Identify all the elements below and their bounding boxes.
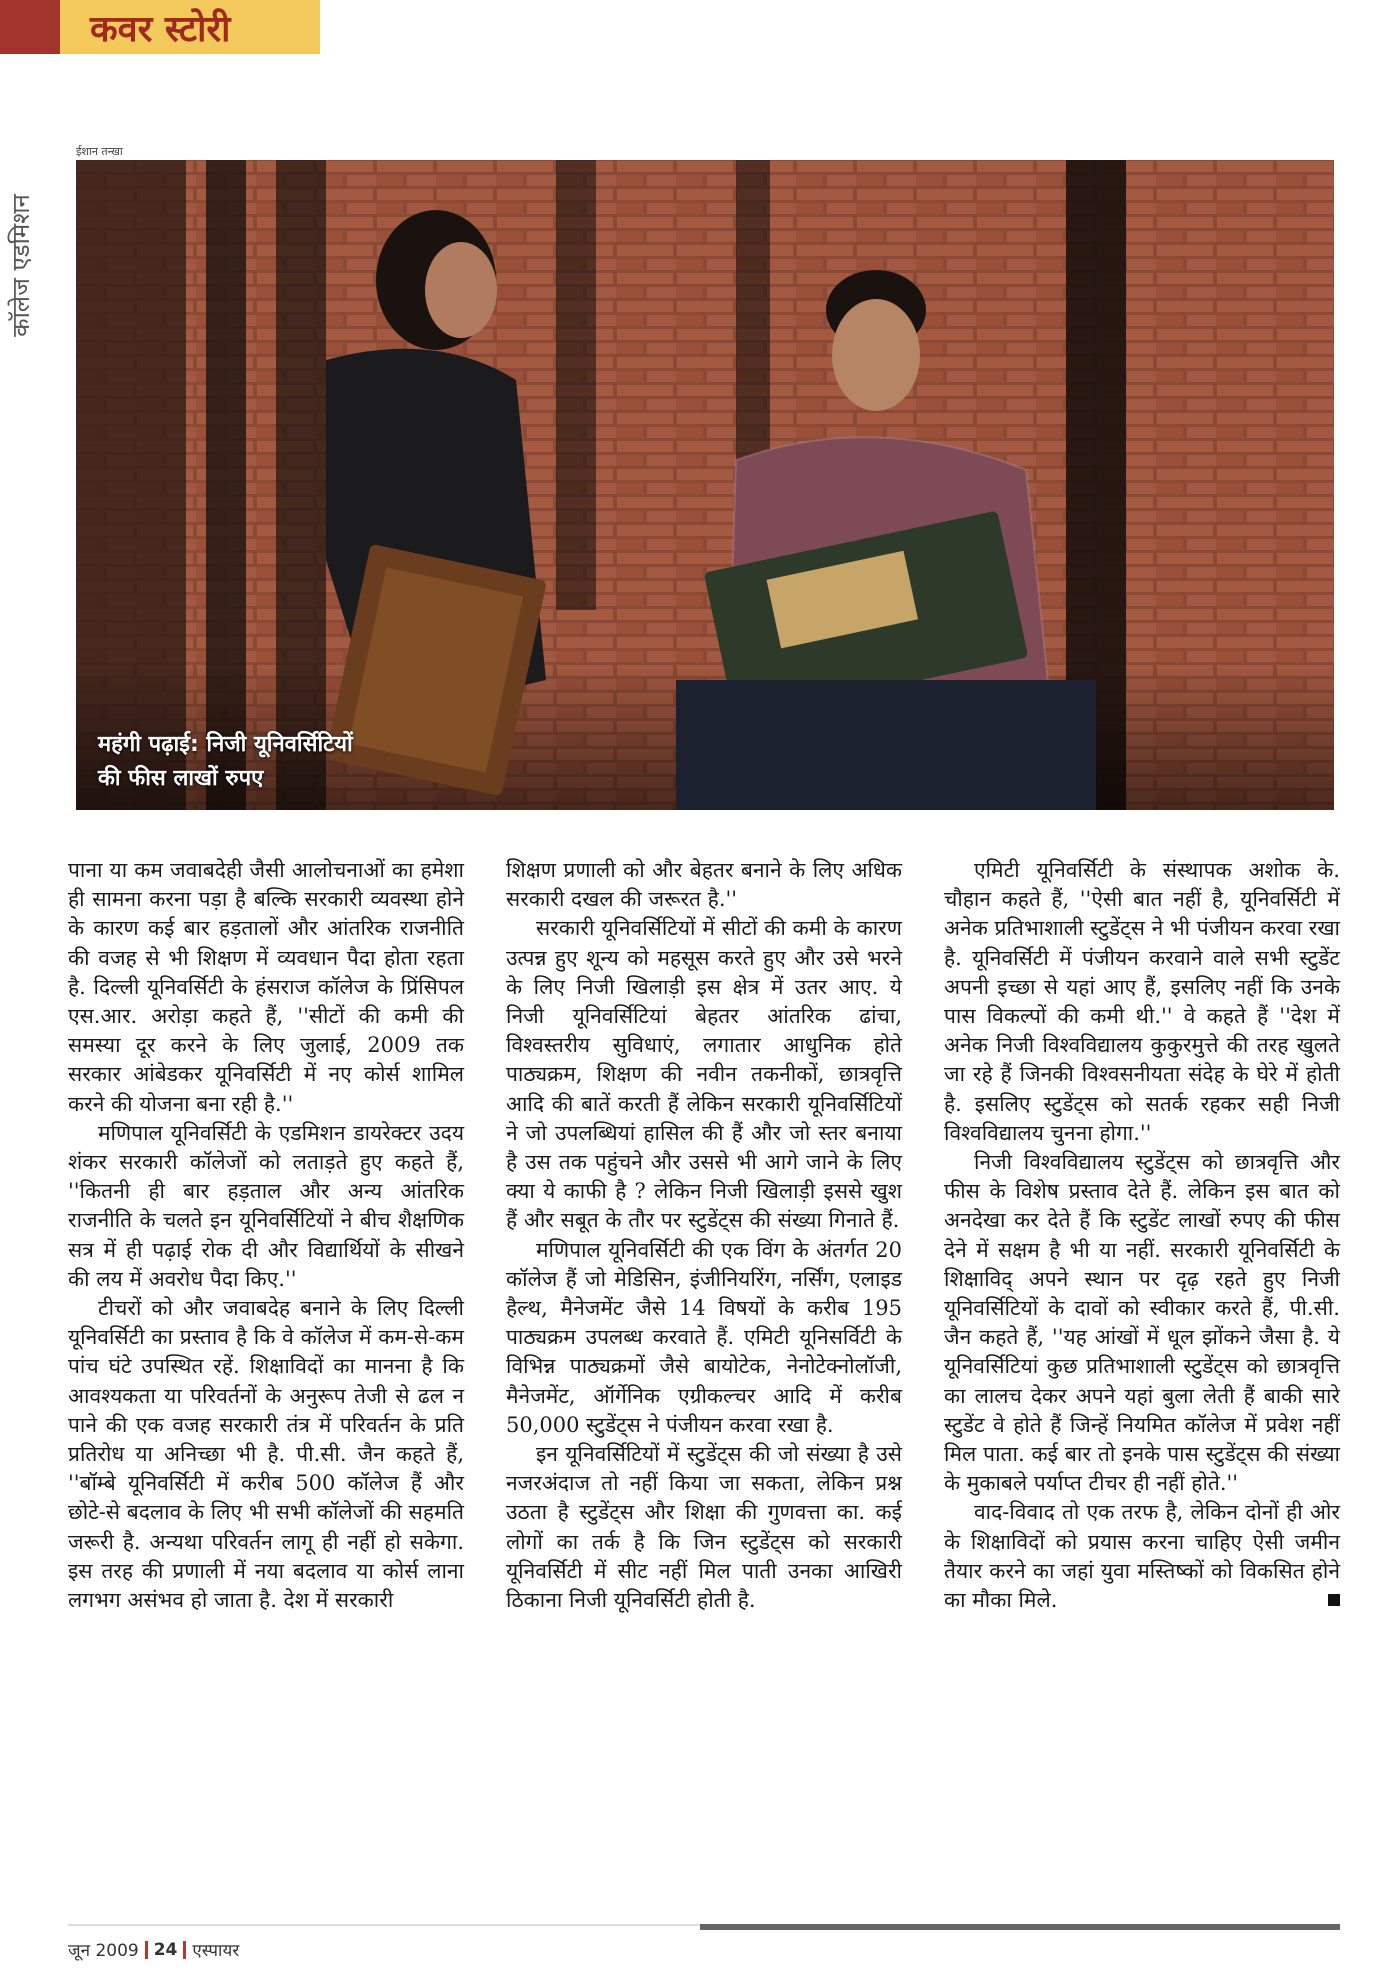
- footer-rule-bold: [700, 1924, 1340, 1930]
- header-red-block: [0, 0, 60, 54]
- page-footer: [68, 1938, 239, 1961]
- paragraph: इन यूनिवर्सिटियों में स्टुडेंट्स की जो संख्या है उसे नजरअंदाज तो नहीं किया जा सकता, लेकिन प्रश्न उठता है स्टुडेंट्स और शिक्षा की गुणवत्ता का. कई लोगों का तर्क है कि जिन स्टुडेंट्स को सरकारी यूनिवर्सिटी में सीट नहीं मिल पाती उनका आखिरी ठिकाना निजी यूनिवर्सिटी होती है.: [506, 1442, 902, 1613]
- side-section-label: [0, 150, 40, 380]
- paragraph: एमिटी यूनिवर्सिटी के संस्थापक अशोक के. चौहान कहते हैं, ''ऐसी बात नहीं है, यूनिवर्सिटी में अनेक प्रतिभाशाली स्टुडेंट्स ने भी पंजीयन करवा रखा है. यूनिवर्सिटी में पंजीयन करवाने वाले सभी स्टुडेंट अपनी इच्छा से यहां आए हैं, इसलिए नहीं कि उनके पास विकल्पों की कमी थी.'' वे कहते हैं ''देश में अनेक निजी विश्वविद्यालय कुकुरमुत्ते की तरह खुलते जा रहे हैं जिनकी विश्वसनीयता संदेह के घेरे में होती है. इसलिए स्टुडेंट्स को सतर्क रहकर सही निजी विश्वविद्यालय चुनना होगा.'': [944, 858, 1340, 1145]
- footer-separator: [145, 1941, 148, 1959]
- photo-illustration: [76, 160, 1334, 810]
- paragraph-last: [944, 1498, 1340, 1615]
- magazine-name: एस्पायर: [192, 1941, 240, 1961]
- article-column-2: [506, 856, 902, 1615]
- paragraph: टीचरों को और जवाबदेह बनाने के लिए दिल्ली यूनिवर्सिटी का प्रस्ताव है कि वे कॉलेज में कम-से-कम पांच घंटे उपस्थित रहें. शिक्षाविदों का मानना है कि आवश्यकता या परिवर्तनों के अनुरूप तेजी से ढल न पाने की एक वजह सरकारी तंत्र में परिवर्तन के प्रति प्रतिरोध या अनिच्छा भी है. पी.सी. जैन कहते हैं, ''बॉम्बे यूनिवर्सिटी में करीब 500 कॉलेज हैं और छोटे-से बदलाव के लिए भी सभी कॉलेजों की सहमति जरूरी है. अन्यथा परिवर्तन लागू ही नहीं हो सकेगा. इस तरह की प्रणाली में नया बदलाव या कोर्स लाना लगभग असंभव हो जाता है. देश में सरकारी: [68, 1296, 464, 1613]
- paragraph: पाना या कम जवाबदेही जैसी आलोचनाओं का हमेशा ही सामना करना पड़ा है बल्कि सरकारी व्यवस्था होने के कारण कई बार हड़तालों और आंतरिक राजनीति की वजह से भी शिक्षण में व्यवधान पैदा होता रहता है. दिल्ली यूनिवर्सिटी के हंसराज कॉलेज के प्रिंसिपल एस.आर. अरोड़ा कहते हैं, ''सीटों की कमी की समस्या दूर करने के लिए जुलाई, 2009 तक सरकार आंबेडकर यूनिवर्सिटी में नए कोर्स शामिल करने की योजना बना रही है.'': [68, 858, 464, 1116]
- paragraph: शिक्षण प्रणाली को और बेहतर बनाने के लिए अधिक सरकारी दखल की जरूरत है.'': [506, 858, 902, 912]
- footer-date: जून 2009: [68, 1941, 139, 1961]
- photo-credit: ईशान तन्खा: [76, 145, 123, 158]
- caption-line-2: की फीस लाखों रुपए: [98, 766, 264, 791]
- page-number: 24: [153, 1939, 178, 1960]
- paragraph: मणिपाल यूनिवर्सिटी की एक विंग के अंतर्गत 20 कॉलेज हैं जो मेडिसिन, इंजीनियरिंग, नर्सिंग, एलाइड हैल्थ, मैनेजमेंट जैसे 14 विषयों के करीब 195 पाठ्यक्रम उपलब्ध करवाते हैं. एमिटी यूनिसर्विटी के विभिन्न पाठ्यक्रमों जैसे बायोटेक, नेनोटेक्नोलॉजी, मैनेजमेंट, ऑर्गेनिक एग्रीकल्चर आदि में करीब 50,000 स्टुडेंट्स ने पंजीयन करवा रखा है.: [506, 1237, 902, 1437]
- photo-caption: [98, 728, 353, 796]
- paragraph-last-text: वाद-विवाद तो एक तरफ है, लेकिन दोनों ही ओर के शिक्षाविदों को प्रयास करना चाहिए ऐसी जमीन तैयार करने का जहां युवा मस्तिष्कों को विकसित होने का मौका मिले.: [944, 1500, 1340, 1613]
- paragraph: निजी विश्वविद्यालय स्टुडेंट्स को छात्रवृत्ति और फीस के विशेष प्रस्ताव देते हैं. लेकिन इस बात को अनदेखा कर देते हैं कि स्टुडेंट लाखों रुपए की फीस देने में सक्षम है भी या नहीं. सरकारी यूनिवर्सिटी के शिक्षाविद् अपने स्थान पर दृढ़ रहते हुए निजी यूनिवर्सिटियों के दावों को स्वीकार करते हैं, पी.सी. जैन कहते हैं, ''यह आंखों में धूल झोंकने जैसा है. ये यूनिवर्सिटियां कुछ प्रतिभाशाली स्टुडेंट्स को छात्रवृत्ति का लालच देकर अपने यहां बुला लेती हैं बाकी सारे स्टुडेंट वे होते हैं जिन्हें नियमित कॉलेज में प्रवेश नहीं मिल पाता. कई बार तो इनके पास स्टुडेंट्स की संख्या के मुकाबले पर्याप्त टीचर ही नहीं होते.'': [944, 1150, 1340, 1496]
- paragraph: सरकारी यूनिवर्सिटियों में सीटों की कमी के कारण उत्पन्न हुए शून्य को महसूस करते हुए और उसे भरने के लिए निजी खिलाड़ी इस क्षेत्र में उतर आए. ये निजी यूनिवर्सिटियां बेहतर आंतरिक ढांचा, विश्वस्तरीय सुविधाएं, लगातार आधुनिक होते पाठ्यक्रम, शिक्षण की नवीन तकनीकों, छात्रवृत्ति आदि की बातें करती हैं लेकिन सरकारी यूनिवर्सिटियों ने जो उपलब्धियां हासिल की हैं और जो स्तर बनाया है उस तक पहुंचने और उससे भी आगे जाने के लिए क्या ये काफी है ? लेकिन निजी खिलाड़ी इससे खुश हैं और सबूत के तौर पर स्टुडेंट्स की संख्या गिनाते हैं.: [506, 916, 902, 1233]
- side-label-text: कॉलेज एडमिशन: [6, 193, 35, 337]
- article-column-1: [68, 856, 464, 1615]
- footer-rule: [68, 1924, 708, 1926]
- paragraph: मणिपाल यूनिवर्सिटी के एडमिशन डायरेक्टर उदय शंकर सरकारी कॉलेजों को लताड़ते हुए कहते हैं, ''कितनी ही बार हड़ताल और अन्य आंतरिक राजनीति के चलते इन यूनिवर्सिटियों ने बीच शैक्षणिक सत्र में ही पढ़ाई रोक दी और विद्यार्थियों के सीखने की लय में अवरोध पैदा किए.'': [68, 1120, 464, 1291]
- footer-separator: [183, 1941, 186, 1959]
- end-mark-icon: [1328, 1594, 1340, 1606]
- article-column-3: [944, 856, 1340, 1615]
- cover-photo: [76, 160, 1334, 810]
- caption-line-1: महंगी पढ़ाई: निजी यूनिवर्सिटियों: [98, 732, 353, 757]
- section-title: कवर स्टोरी: [60, 0, 320, 54]
